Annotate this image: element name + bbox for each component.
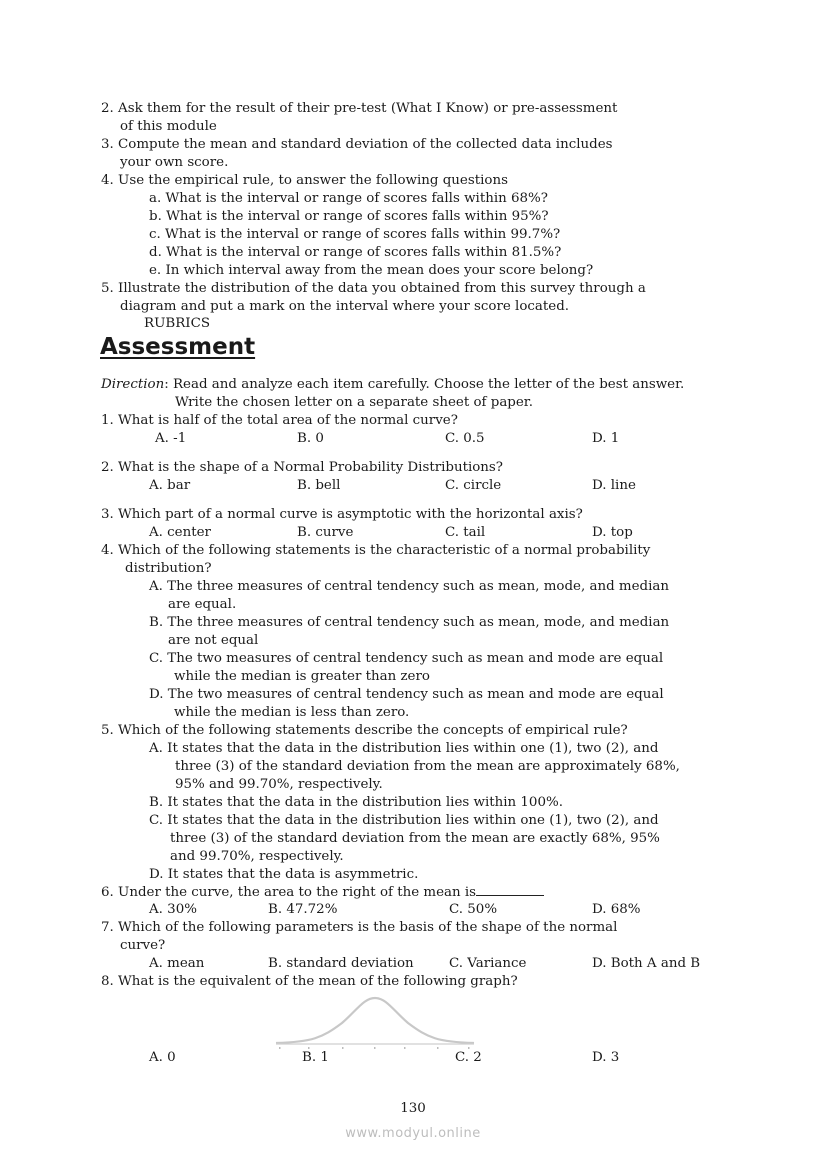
q4-choice-c: C. The two measures of central tendency such as mean and mode are equal [149,651,664,666]
question-3: 3. Which part of a normal curve is asymptotic with the horizontal axis? [101,507,583,522]
q1-choice-d: D. 1 [592,431,620,446]
activity-item-2: 2. Ask them for the result of their pre-test (What I Know) or pre-assessment [101,101,618,116]
activity-sub-d: d. What is the interval or range of scores falls within 81.5%? [149,245,562,260]
q5-choice-a-cont2: 95% and 99.70%, respectively. [175,777,383,792]
q5-choice-a-cont1: three (3) of the standard deviation from the mean are approximately 68%, [175,759,680,774]
q5-choice-c: C. It states that the data in the distribution lies within one (1), two (2), and [149,813,659,828]
q6-choice-a: A. 30% [149,902,197,917]
direction-text: : Read and analyze each item carefully. Choose the letter of the best answer. [164,377,685,392]
question-2: 2. What is the shape of a Normal Probability Distributions? [101,460,503,475]
question-1: 1. What is half of the total area of the normal curve? [101,413,458,428]
activity-item-3-cont: your own score. [120,155,229,170]
q5-choice-b: B. It states that the data in the distribution lies within 100%. [149,795,563,810]
q4-choice-c-cont: while the median is greater than zero [174,669,430,684]
q4-choice-d: D. The two measures of central tendency such as mean and mode are equal [149,687,664,702]
activity-sub-c: c. What is the interval or range of scores falls within 99.7%? [149,227,561,242]
q4-choice-a-cont: are equal. [168,597,237,612]
activity-item-4: 4. Use the empirical rule, to answer the following questions [101,173,508,188]
q4-choice-b: B. The three measures of central tendency such as mean, mode, and median [149,615,670,630]
watermark: www.modyul.online [345,1126,481,1141]
q7-choice-d: D. Both A and B [592,956,701,971]
q2-choice-b: B. bell [297,478,341,493]
question-7: 7. Which of the following parameters is the basis of the shape of the normal [101,920,618,935]
question-4: 4. Which of the following statements is the characteristic of a normal probability [101,543,651,558]
question-8: 8. What is the equivalent of the mean of the following graph? [101,974,518,989]
assessment-heading: Assessment [100,334,256,360]
q3-choice-c: C. tail [445,525,486,540]
q3-choice-d: D. top [592,525,633,540]
q7-choice-c: C. Variance [449,956,527,971]
q5-choice-a: A. It states that the data in the distribution lies within one (1), two (2), and [149,741,659,756]
q2-choice-c: C. circle [445,478,502,493]
q7-choice-b: B. standard deviation [268,956,414,971]
q8-choice-a: A. 0 [149,1050,176,1065]
activity-sub-b: b. What is the interval or range of scores falls within 95%? [149,209,549,224]
question-5: 5. Which of the following statements describe the concepts of empirical rule? [101,723,628,738]
q2-choice-a: A. bar [149,478,191,493]
q8-choice-b: B. 1 [302,1050,329,1065]
q1-choice-c: C. 0.5 [445,431,485,446]
direction-cont: Write the chosen letter on a separate sheet of paper. [175,395,533,410]
direction-label: Direction [101,377,165,392]
q6-choice-d: D. 68% [592,902,641,917]
activity-sub-a: a. What is the interval or range of scores falls within 68%? [149,191,548,206]
q3-choice-a: A. center [149,525,211,540]
q4-choice-d-cont: while the median is less than zero. [174,705,410,720]
q8-choice-c: C. 2 [455,1050,482,1065]
question-6 [101,883,544,902]
normal-curve-graph [272,990,477,1050]
q1-choice-a: A. -1 [155,431,187,446]
answer-blank [476,883,544,896]
q5-choice-c-cont1: three (3) of the standard deviation from the mean are exactly 68%, 95% [170,831,660,846]
page-number: 130 [400,1101,426,1116]
rubrics-label: RUBRICS [144,316,210,331]
q1-choice-b: B. 0 [297,431,324,446]
q5-choice-d: D. It states that the data is asymmetric. [149,867,419,882]
activity-sub-e: e. In which interval away from the mean does your score belong? [149,263,594,278]
q5-choice-c-cont2: and 99.70%, respectively. [170,849,344,864]
q4-choice-b-cont: are not equal [168,633,259,648]
question-6-text: 6. Under the curve, the area to the right of the mean is [101,885,477,900]
normal-curve [276,998,474,1043]
q4-choice-a: A. The three measures of central tendency such as mean, mode, and median [149,579,670,594]
activity-item-5-cont: diagram and put a mark on the interval where your score located. [120,299,570,314]
q6-choice-c: C. 50% [449,902,498,917]
q3-choice-b: B. curve [297,525,354,540]
activity-item-3: 3. Compute the mean and standard deviation of the collected data includes [101,137,613,152]
question-7-cont: curve? [120,938,166,953]
q8-choice-d: D. 3 [592,1050,620,1065]
activity-item-2-cont: of this module [120,119,217,134]
q7-choice-a: A. mean [149,956,205,971]
q6-choice-b: B. 47.72% [268,902,338,917]
question-4-cont: distribution? [125,561,212,576]
activity-item-5: 5. Illustrate the distribution of the data you obtained from this survey through a [101,281,646,296]
q2-choice-d: D. line [592,478,636,493]
direction [101,376,684,394]
